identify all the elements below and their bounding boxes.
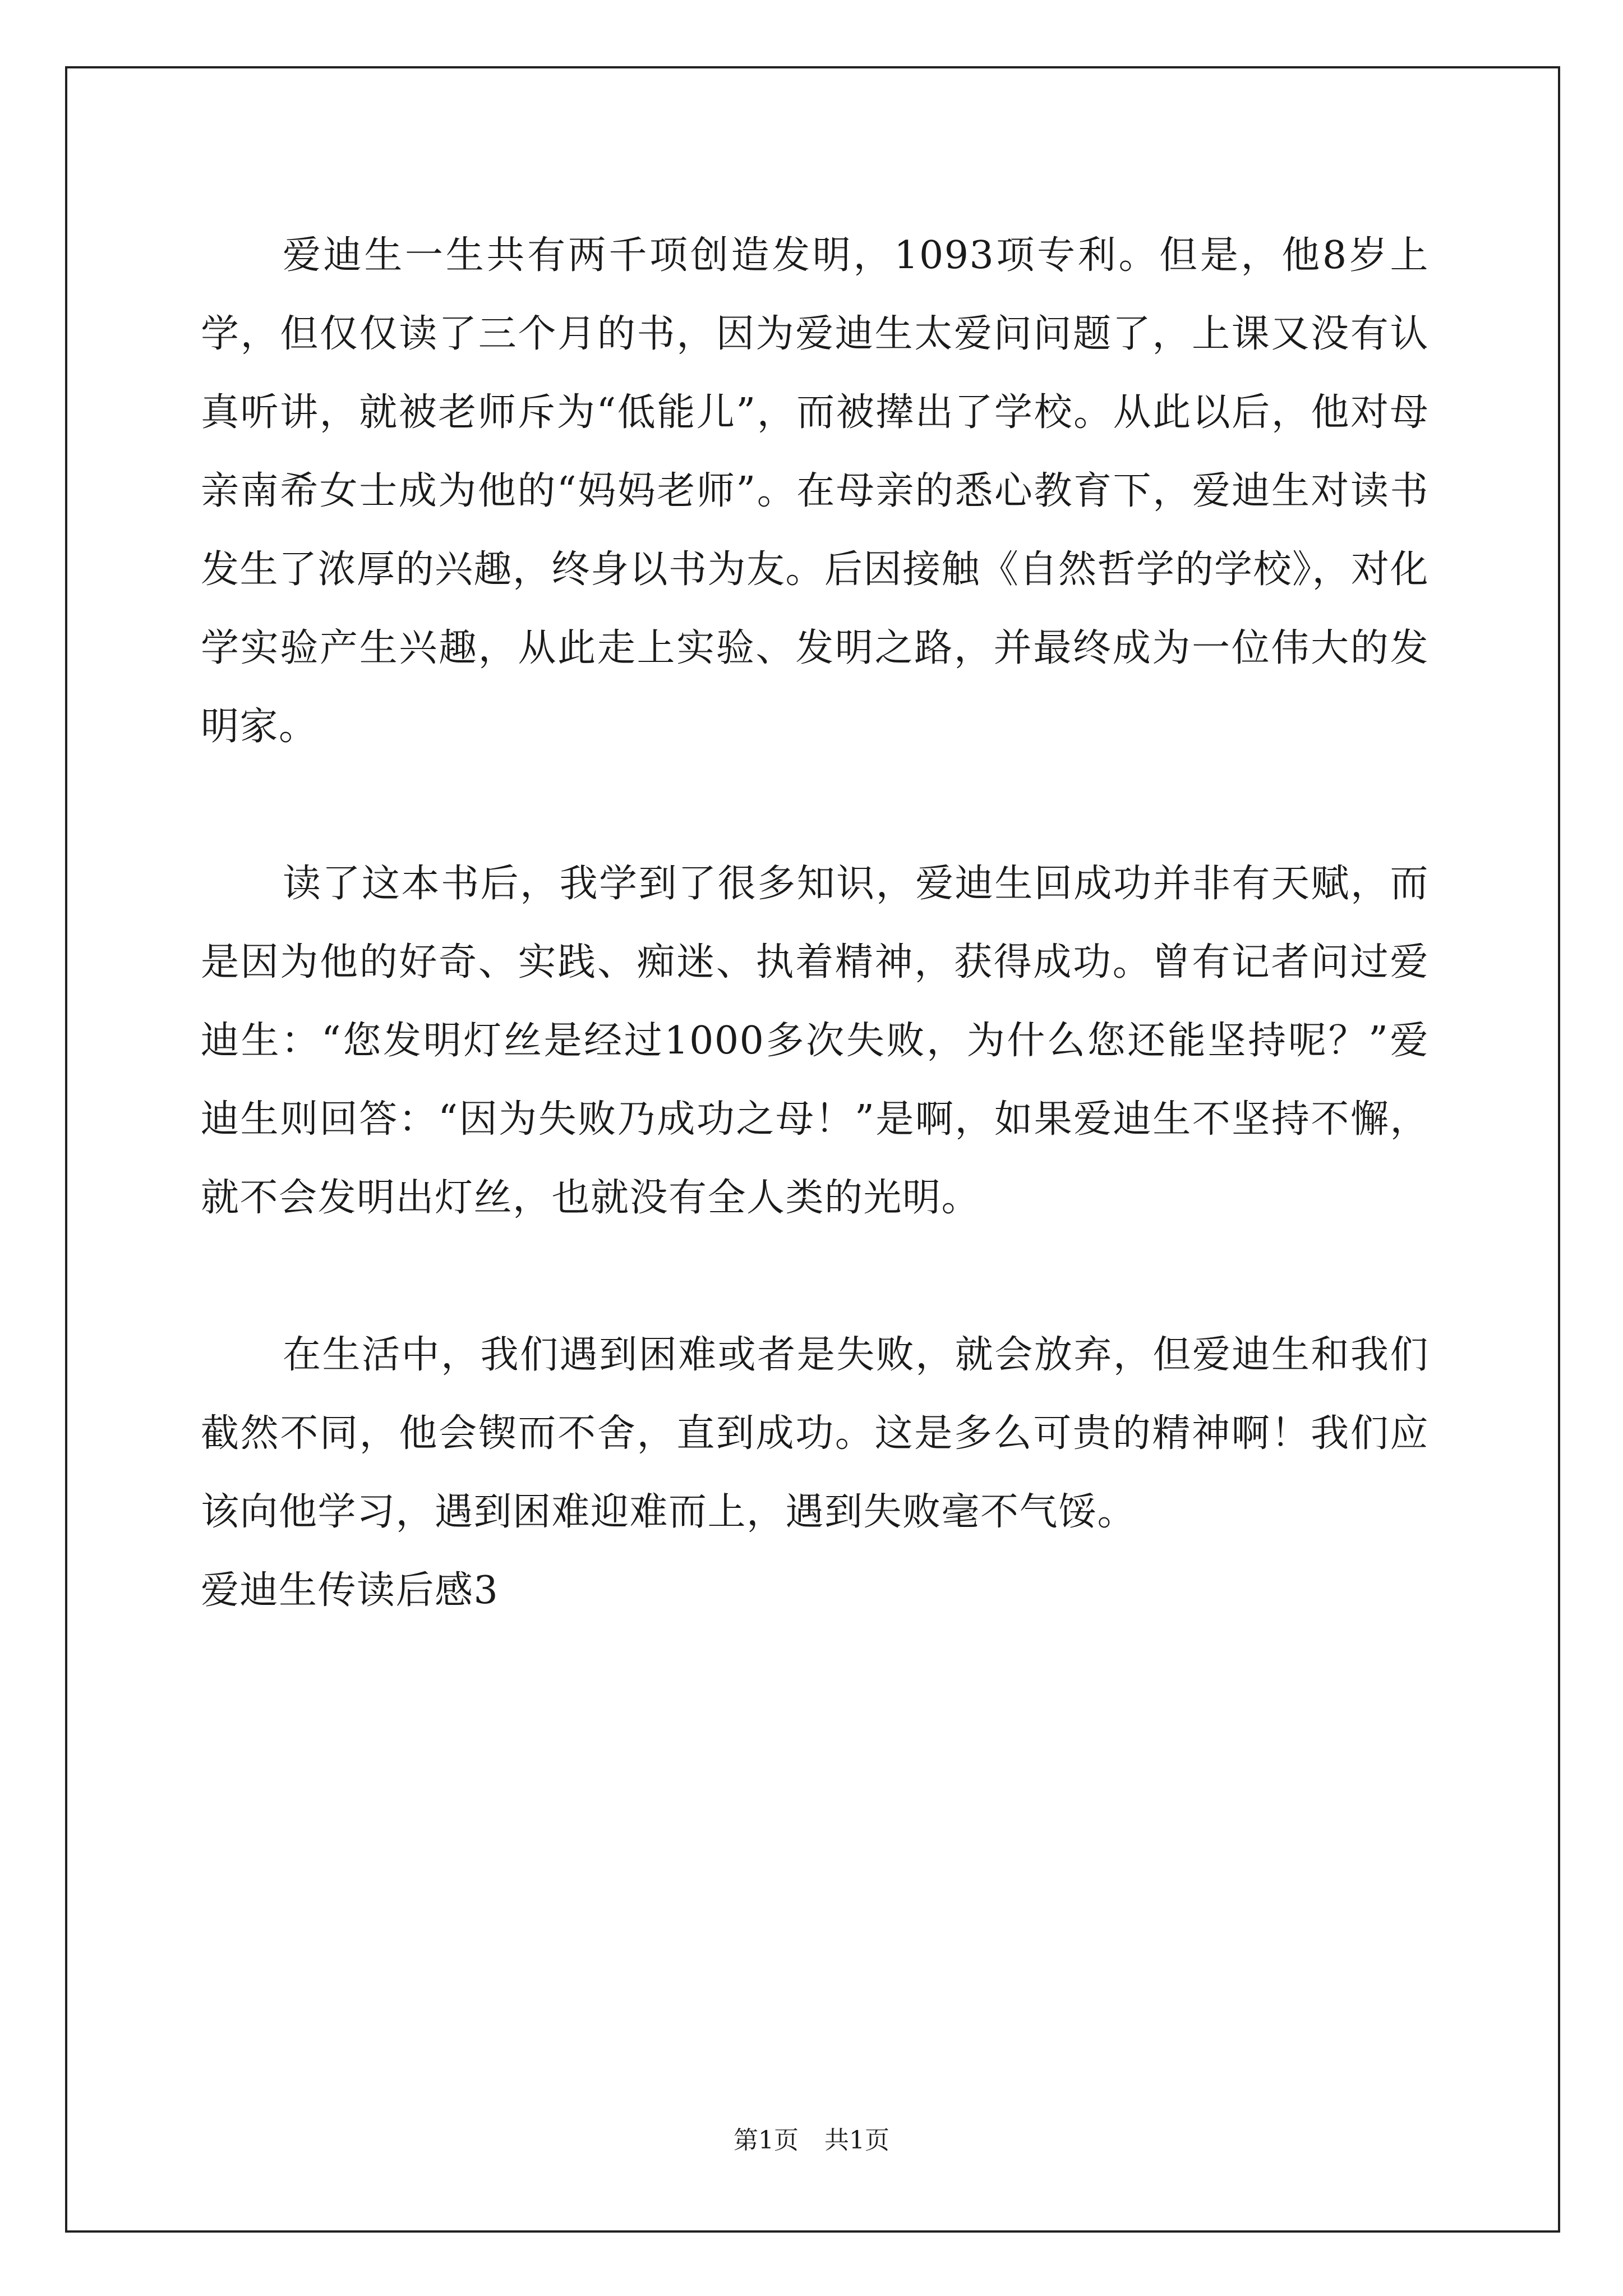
- section-heading: 爱迪生传读后感3: [201, 1568, 499, 1613]
- current-page-label: 第1页: [734, 2126, 799, 2155]
- document-body: [201, 217, 1429, 1630]
- paragraph-2: 读了这本书后，我学到了很多知识，爱迪生回成功并非有天赋，而是因为他的好奇、实践、痴迷、执着精神，获得成功。曾有记者问过爱迪生：“您发明灯丝是经过1000多次失败，为什么您还能坚持呢？”爱迪生则回答：“因为失败乃成功之母！”是啊，如果爱迪生不坚持不懈，就不会发明出灯丝，也就没有全人类的光明。: [201, 862, 1429, 1220]
- paragraph-1: 爱迪生一生共有两千项创造发明，1093项专利。但是，他8岁上学，但仅仅读了三个月的书，因为爱迪生太爱问问题了，上课又没有认真听讲，就被老师斥为“低能儿”，而被撵出了学校。从此以后，他对母亲南希女士成为他的“妈妈老师”。在母亲的悉心教育下，爱迪生对读书发生了浓厚的兴趣，终身以书为友。后因接触《自然哲学的学校》，对化学实验产生兴趣，从此走上实验、发明之路，并最终成为一位伟大的发明家。: [201, 233, 1430, 749]
- paragraph-3: 在生活中，我们遇到困难或者是失败，就会放弃，但爱迪生和我们截然不同，他会锲而不舍，直到成功。这是多么可贵的精神啊！我们应该向他学习，遇到困难迎难而上，遇到失败毫不气馁。: [201, 1333, 1429, 1534]
- page-footer: [0, 2124, 1623, 2157]
- total-pages-label: 共1页: [824, 2126, 889, 2155]
